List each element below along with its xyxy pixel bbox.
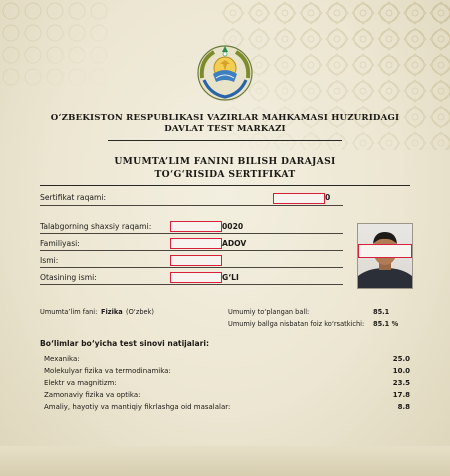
result-score: 8.8 xyxy=(397,403,410,411)
name-label: Ismi: xyxy=(40,256,59,265)
personal-id-label: Talabgorning shaxsiy raqami: xyxy=(40,222,152,231)
result-name: Mexanika: xyxy=(44,355,80,363)
result-name: Zamonaviy fizika va optika: xyxy=(44,391,141,399)
org-line-1: O‘ZBEKISTON RESPUBLIKASI VAZIRLAR MAHKAMASI HUZURIDAGI xyxy=(50,113,400,123)
result-row xyxy=(40,355,410,367)
field-underline xyxy=(40,267,343,268)
field-underline xyxy=(40,233,343,234)
result-name: Elektr va magnitizm: xyxy=(44,379,117,387)
result-score: 17.8 xyxy=(392,391,410,399)
certificate-number-value: 0 xyxy=(325,193,331,202)
field-underline xyxy=(40,250,343,251)
result-row xyxy=(40,403,410,415)
percent-value: 85.1 % xyxy=(373,320,399,328)
redaction-box xyxy=(170,255,222,266)
state-emblem-icon xyxy=(196,44,254,102)
result-row xyxy=(40,367,410,379)
subject-language: (O‘zbek) xyxy=(126,308,154,316)
patronymic-value: G‘LI xyxy=(222,273,239,282)
result-score: 10.0 xyxy=(392,367,410,375)
subject-label: Umumta’lim fani: xyxy=(40,308,98,316)
title-divider xyxy=(40,185,410,186)
ornament-pattern-left xyxy=(0,0,110,90)
percent-label: Umumiy ballga nisbatan foiz ko‘rsatkichi: xyxy=(228,320,365,328)
surname-label: Familiyasi: xyxy=(40,239,80,248)
surname-value: ADOV xyxy=(222,239,247,248)
redaction-box xyxy=(358,244,412,258)
result-score: 25.0 xyxy=(392,355,410,363)
result-name: Molekulyar fizika va termodinamika: xyxy=(44,367,171,375)
redaction-box xyxy=(170,221,222,232)
personal-id-value: 0020 xyxy=(222,222,244,231)
issuing-organization xyxy=(40,113,410,135)
header-divider xyxy=(108,140,342,141)
holder-photo xyxy=(357,223,413,289)
redaction-box xyxy=(170,238,222,249)
total-score-label: Umumiy to‘plangan ball: xyxy=(228,308,310,316)
subject-value: Fizika xyxy=(101,308,123,316)
certificate-number-label: Sertifikat raqami: xyxy=(40,193,107,202)
footer-band xyxy=(0,446,450,476)
redaction-box xyxy=(273,193,325,204)
result-score: 23.5 xyxy=(392,379,410,387)
result-name: Amaliy, hayotiy va mantiqiy fikrlashga oid masalalar: xyxy=(44,403,231,411)
total-score-value: 85.1 xyxy=(373,308,390,316)
field-underline xyxy=(40,205,343,206)
patronymic-label: Otasining ismi: xyxy=(40,273,97,282)
title-line-2: TO‘G‘RISIDA SERTIFIKAT xyxy=(154,169,296,180)
org-line-2: DAVLAT TEST MARKAZI xyxy=(164,124,286,134)
redaction-box xyxy=(170,272,222,283)
title-line-1: UMUMTA’LIM FANINI BILISH DARAJASI xyxy=(114,156,336,167)
results-title: Bo‘limlar bo‘yicha test sinovi natijalari: xyxy=(40,339,210,348)
field-underline xyxy=(40,284,343,285)
certificate-title xyxy=(40,155,410,181)
result-row xyxy=(40,379,410,391)
result-row xyxy=(40,391,410,403)
